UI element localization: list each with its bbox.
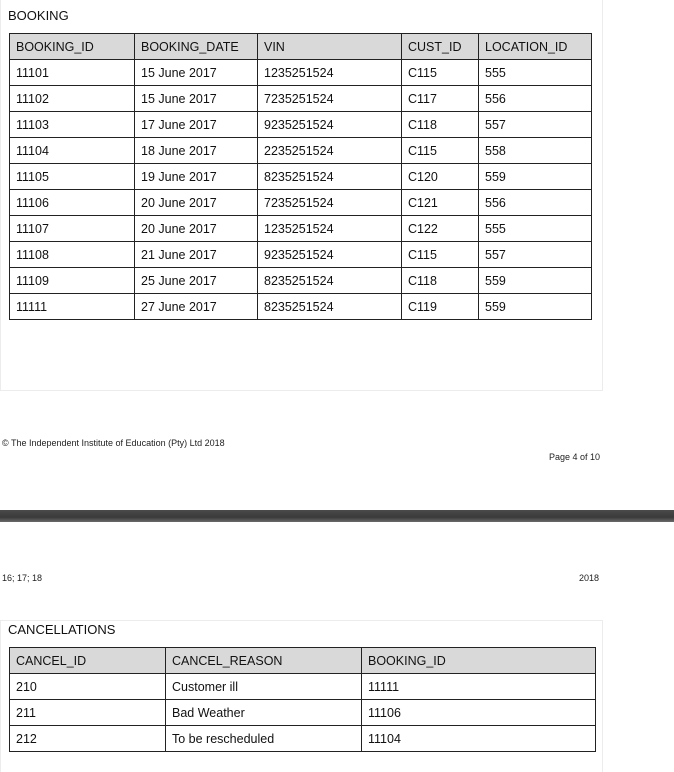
cancellations-table [9,647,596,752]
table-cell: 11106 [10,190,135,216]
table-cell: C118 [402,268,479,294]
page-number: Page 4 of 10 [549,452,601,462]
table-cell: 555 [479,216,592,242]
page-header-year: 2018 [579,573,600,583]
col-booking-date: BOOKING_DATE [135,34,258,60]
table-cell: 559 [479,164,592,190]
copyright-footer: © The Independent Institute of Education (Pty) Ltd 2018 [2,438,225,448]
table-cell: C115 [402,138,479,164]
table-row [10,268,592,294]
table-row [10,164,592,190]
table-cell: C117 [402,86,479,112]
col-cust-id: CUST_ID [402,34,479,60]
table-cell: C122 [402,216,479,242]
table-cell: To be rescheduled [166,726,362,752]
table-cell: 556 [479,86,592,112]
table-cell: 11107 [10,216,135,242]
table-cell: 11103 [10,112,135,138]
table-cell: 8235251524 [258,164,402,190]
table-cell: C118 [402,112,479,138]
table-cell: 15 June 2017 [135,86,258,112]
table-cell: C115 [402,60,479,86]
table-cell: 17 June 2017 [135,112,258,138]
table-cell: Customer ill [166,674,362,700]
table-cell: 11109 [10,268,135,294]
table-cell: 11105 [10,164,135,190]
table-cell: 212 [10,726,166,752]
table-row [10,726,596,752]
table-cell: 2235251524 [258,138,402,164]
table-cell: 19 June 2017 [135,164,258,190]
table-row [10,60,592,86]
col-cancel-reason: CANCEL_REASON [166,648,362,674]
table-cell: 11104 [10,138,135,164]
table-cell: 1235251524 [258,216,402,242]
table-cell: C119 [402,294,479,320]
table-cell: 557 [479,242,592,268]
table-cell: 27 June 2017 [135,294,258,320]
booking-header-row [10,34,592,60]
cancellations-header-row [10,648,596,674]
table-row [10,216,592,242]
table-cell: C120 [402,164,479,190]
table-cell: 11108 [10,242,135,268]
col-cancel-booking-id: BOOKING_ID [362,648,596,674]
table-cell: 8235251524 [258,268,402,294]
table-cell: 11111 [362,674,596,700]
table-cell: C115 [402,242,479,268]
table-cell: 9235251524 [258,242,402,268]
table-cell: 11101 [10,60,135,86]
table-cell: 559 [479,294,592,320]
cancellations-table-title: CANCELLATIONS [8,622,116,637]
table-cell: 7235251524 [258,190,402,216]
col-booking-id: BOOKING_ID [10,34,135,60]
table-cell: 558 [479,138,592,164]
table-cell: 210 [10,674,166,700]
table-row [10,86,592,112]
table-cell: C121 [402,190,479,216]
table-cell: 11106 [362,700,596,726]
table-cell: 21 June 2017 [135,242,258,268]
table-cell: 11102 [10,86,135,112]
table-cell: 555 [479,60,592,86]
table-row [10,242,592,268]
table-row [10,674,596,700]
col-cancel-id: CANCEL_ID [10,648,166,674]
table-row [10,190,592,216]
booking-table [9,33,592,320]
table-cell: 559 [479,268,592,294]
table-cell: 11104 [362,726,596,752]
table-cell: 18 June 2017 [135,138,258,164]
table-cell: 556 [479,190,592,216]
table-row [10,294,592,320]
table-cell: 25 June 2017 [135,268,258,294]
table-cell: 20 June 2017 [135,216,258,242]
table-row [10,138,592,164]
table-cell: 9235251524 [258,112,402,138]
table-cell: 557 [479,112,592,138]
page-break-divider [0,510,674,522]
table-cell: 11111 [10,294,135,320]
col-location-id: LOCATION_ID [479,34,592,60]
table-cell: 1235251524 [258,60,402,86]
table-cell: Bad Weather [166,700,362,726]
table-cell: 15 June 2017 [135,60,258,86]
table-cell: 7235251524 [258,86,402,112]
table-row [10,700,596,726]
page-header-left: 16; 17; 18 [2,573,43,583]
table-cell: 8235251524 [258,294,402,320]
table-row [10,112,592,138]
table-cell: 20 June 2017 [135,190,258,216]
booking-table-title: BOOKING [8,8,69,23]
col-vin: VIN [258,34,402,60]
table-cell: 211 [10,700,166,726]
